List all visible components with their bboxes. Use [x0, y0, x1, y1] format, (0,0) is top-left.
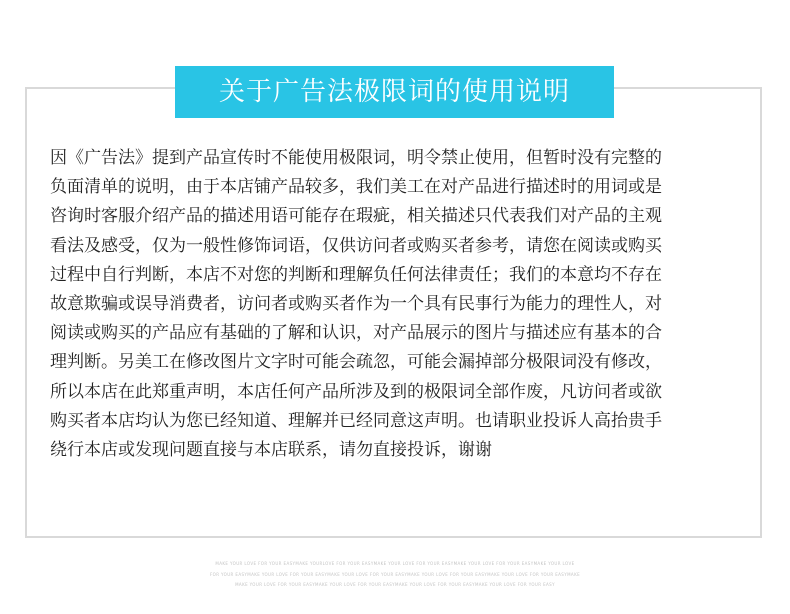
notice-body-line: 咨询时客服介绍产品的描述用语可能存在瑕疵，相关描述只代表我们对产品的主观 — [50, 206, 662, 227]
notice-body-line: 看法及感受，仅为一般性修饰词语，仅供访问者或购买者参考，请您在阅读或购买 — [50, 235, 662, 256]
notice-body-line: 故意欺骗或误导消费者，访问者或购买者作为一个具有民事行为能力的理性人，对 — [50, 294, 662, 315]
notice-body-line: 负面清单的说明，由于本店铺产品较多，我们美工在对产品进行描述时的用词或是 — [50, 177, 662, 198]
footer-tagline-line: MAKE YOUR LOVE FOR YOUR EASYMAKE YOURLOVE FOR YOUR EASYMAKE YOUR LOVE FOR YOUR EASYMAKE YOUR LOVE FOR YOUR EASYMAKE YOUR LOVE — [215, 561, 575, 566]
notice-body — [50, 144, 750, 465]
notice-body-line: 所以本店在此郑重声明，本店任何产品所涉及到的极限词全部作废，凡访问者或欲 — [50, 381, 662, 402]
notice-body-line: 过程中自行判断，本店不对您的判断和理解负任何法律责任；我们的本意均不存在 — [50, 264, 662, 285]
notice-body-line: 因《广告法》提到产品宣传时不能使用极限词，明令禁止使用，但暂时没有完整的 — [50, 148, 662, 168]
notice-body-line: 理判断。另美工在修改图片文字时可能会疏忽，可能会漏掉部分极限词没有修改， — [50, 352, 662, 373]
footer-tagline-line: FOR YOUR EASYMAKE YOUR LOVE FOR YOUR EASYMAKE YOUR LOVE FOR YOUR EASYMAKE YOUR LOVE FOR YOUR EASYMAKE YOUR LOVE FOR YOUR EASYMAKE — [209, 572, 581, 577]
notice-title: 关于广告法极限词的使用说明 — [175, 66, 614, 118]
footer-tagline-line: MAKE YOUR LOVE FOR YOUR EASYMAKE YOUR LOVE FOR YOUR EASYMAKE YOUR LOVE FOR YOUR EASYMAKE YOUR LOVE FOR YOUR EASY — [235, 582, 555, 587]
notice-body-line: 绕行本店或发现问题直接与本店联系，请勿直接投诉，谢谢 — [50, 440, 492, 461]
notice-body-line: 购买者本店均认为您已经知道、理解并已经同意这声明。也请职业投诉人高抬贵手 — [50, 410, 662, 431]
notice-body-line: 阅读或购买的产品应有基础的了解和认识，对产品展示的图片与描述应有基本的合 — [50, 323, 662, 344]
